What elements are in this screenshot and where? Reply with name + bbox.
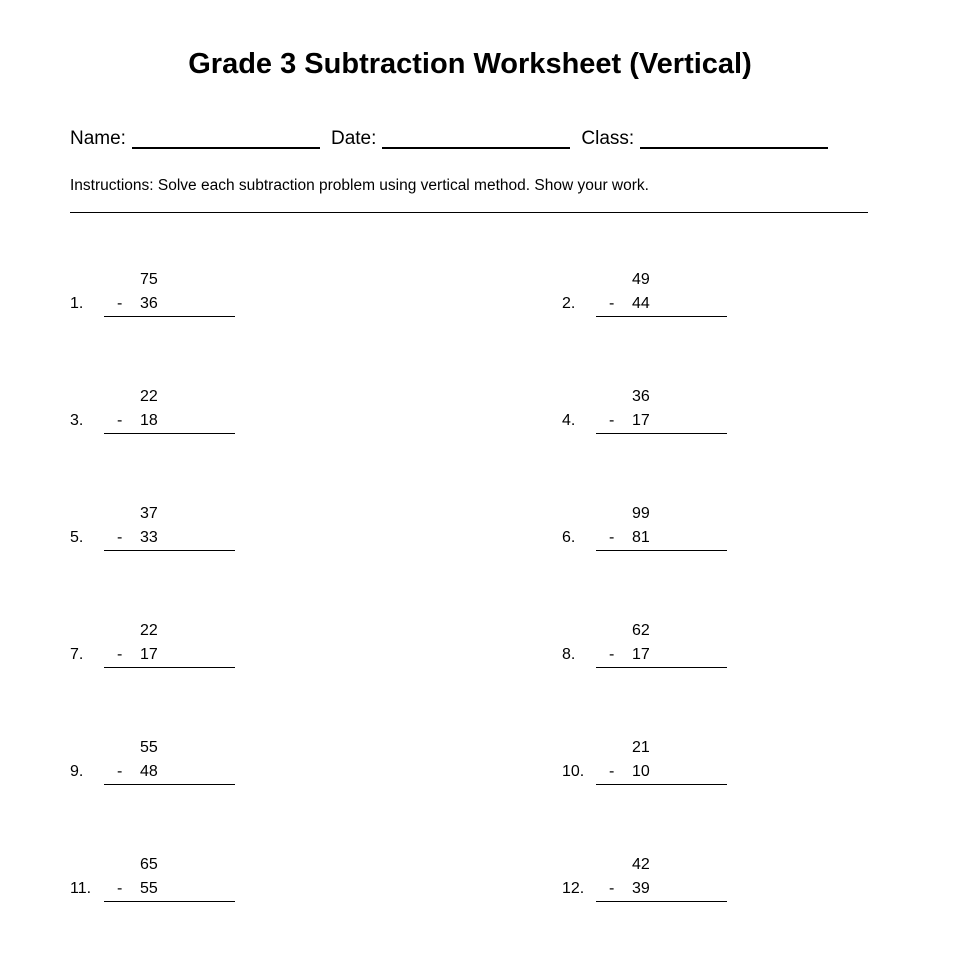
name-field[interactable]: [70, 125, 320, 151]
subtrahend: 55: [140, 880, 158, 897]
minus-sign: -: [117, 646, 123, 663]
minuend: 42: [632, 856, 650, 873]
subtrahend: 81: [632, 529, 650, 546]
problem-number: 4.: [562, 412, 576, 429]
problem-number: 8.: [562, 646, 576, 663]
problem-number: 12.: [562, 880, 585, 897]
answer-line[interactable]: [596, 667, 727, 668]
subtrahend: 17: [140, 646, 158, 663]
date-label: Date:: [330, 128, 377, 149]
minus-sign: -: [117, 763, 123, 780]
subtrahend: 33: [140, 529, 158, 546]
class-blank[interactable]: [640, 125, 828, 149]
minus-sign: -: [609, 295, 615, 312]
problem-number: 9.: [70, 763, 84, 780]
problem-4: [562, 387, 762, 447]
answer-line[interactable]: [104, 550, 235, 551]
minuend: 21: [632, 739, 650, 756]
minuend: 22: [140, 622, 158, 639]
minus-sign: -: [609, 880, 615, 897]
minuend: 99: [632, 505, 650, 522]
instructions-text: Instructions: Solve each subtraction problem using vertical method. Show your work.: [70, 177, 649, 194]
header-divider: [70, 212, 868, 213]
answer-line[interactable]: [104, 901, 235, 902]
class-field[interactable]: [581, 125, 828, 151]
subtrahend: 18: [140, 412, 158, 429]
minuend: 37: [140, 505, 158, 522]
answer-line[interactable]: [596, 784, 727, 785]
date-blank[interactable]: [382, 125, 570, 149]
problem-number: 3.: [70, 412, 84, 429]
answer-line[interactable]: [104, 667, 235, 668]
subtrahend: 48: [140, 763, 158, 780]
name-label: Name:: [70, 128, 126, 149]
problem-number: 7.: [70, 646, 84, 663]
problem-5: [70, 504, 270, 564]
subtrahend: 17: [632, 412, 650, 429]
minus-sign: -: [609, 763, 615, 780]
minuend: 36: [632, 388, 650, 405]
answer-line[interactable]: [596, 550, 727, 551]
problem-12: [562, 855, 762, 915]
problem-9: [70, 738, 270, 798]
minuend: 75: [140, 271, 158, 288]
date-field[interactable]: [331, 125, 570, 151]
problem-number: 5.: [70, 529, 84, 546]
minus-sign: -: [609, 412, 615, 429]
answer-line[interactable]: [596, 433, 727, 434]
problem-number: 6.: [562, 529, 576, 546]
problem-2: [562, 270, 762, 330]
problem-11: [70, 855, 270, 915]
problem-number: 1.: [70, 295, 84, 312]
subtrahend: 39: [632, 880, 650, 897]
answer-line[interactable]: [104, 784, 235, 785]
problem-8: [562, 621, 762, 681]
problem-3: [70, 387, 270, 447]
name-blank[interactable]: [132, 125, 320, 149]
answer-line[interactable]: [596, 316, 727, 317]
minus-sign: -: [609, 646, 615, 663]
minus-sign: -: [117, 412, 123, 429]
subtrahend: 10: [632, 763, 650, 780]
minuend: 22: [140, 388, 158, 405]
answer-line[interactable]: [596, 901, 727, 902]
minuend: 55: [140, 739, 158, 756]
class-label: Class:: [581, 128, 635, 149]
problem-10: [562, 738, 762, 798]
minus-sign: -: [117, 529, 123, 546]
minus-sign: -: [117, 295, 123, 312]
minuend: 49: [632, 271, 650, 288]
answer-line[interactable]: [104, 433, 235, 434]
problem-7: [70, 621, 270, 681]
minuend: 62: [632, 622, 650, 639]
subtrahend: 17: [632, 646, 650, 663]
problem-6: [562, 504, 762, 564]
minus-sign: -: [117, 880, 123, 897]
problem-number: 10.: [562, 763, 585, 780]
minus-sign: -: [609, 529, 615, 546]
minuend: 65: [140, 856, 158, 873]
subtrahend: 44: [632, 295, 650, 312]
subtrahend: 36: [140, 295, 158, 312]
worksheet-title: Grade 3 Subtraction Worksheet (Vertical): [188, 48, 752, 80]
problem-number: 2.: [562, 295, 576, 312]
student-info-row: [70, 125, 839, 151]
answer-line[interactable]: [104, 316, 235, 317]
problem-number: 11.: [70, 880, 92, 897]
problem-1: [70, 270, 270, 330]
